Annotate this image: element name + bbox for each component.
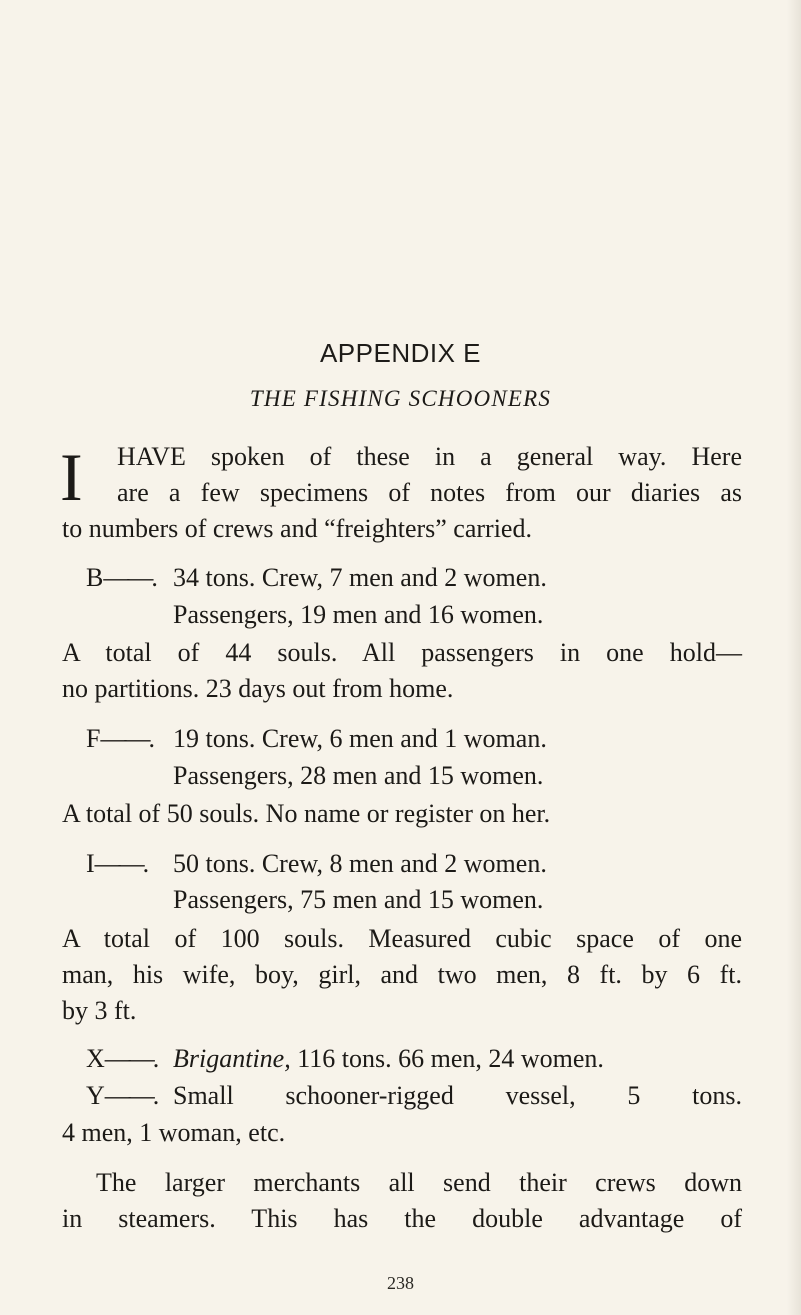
entry-b-dash: ——. — [103, 563, 156, 592]
closing-line-1: The larger merchants all send their crews down — [96, 1168, 742, 1197]
entry-x-line-1 — [173, 1044, 604, 1074]
entry-x-letter: X — [86, 1044, 105, 1073]
entry-f-letter: F — [86, 724, 101, 753]
entry-f-heading — [86, 724, 153, 754]
closing-line-2: in steamers. This has the double advantage of — [62, 1204, 742, 1233]
entry-y-dash: ——. — [104, 1081, 158, 1110]
entry-i-line-4: man, his wife, boy, girl, and two men, 8 ft. by 6 ft. — [62, 960, 742, 989]
entry-b-heading — [86, 563, 156, 593]
entry-x-vessel-type: Brigantine, — [173, 1044, 291, 1073]
entry-i-line-1: 50 tons. Crew, 8 men and 2 women. — [173, 849, 547, 878]
entry-f-line-2: Passengers, 28 men and 15 women. — [173, 761, 544, 790]
entry-x-details: 116 tons. 66 men, 24 women. — [297, 1044, 604, 1073]
entry-i-dash: ——. — [94, 849, 148, 878]
entry-i-line-5: by 3 ft. — [62, 996, 137, 1025]
entry-y-letter: Y — [86, 1081, 105, 1110]
entry-b-letter: B — [86, 563, 104, 592]
entry-f-line-3: A total of 50 souls. No name or register on her. — [62, 799, 551, 828]
entry-i-line-2: Passengers, 75 men and 15 women. — [173, 885, 544, 914]
entry-i-letter: I — [86, 849, 95, 878]
entry-f-dash: ——. — [100, 724, 153, 753]
entry-x-heading — [86, 1044, 157, 1074]
entry-b-line-4: no partitions. 23 days out from home. — [62, 674, 454, 703]
appendix-title: APPENDIX E — [319, 338, 482, 368]
entry-y-line-1: Small schooner-rigged vessel, 5 tons. — [173, 1081, 742, 1110]
entry-b-line-2: Passengers, 19 men and 16 women. — [173, 600, 544, 629]
entry-y-heading — [86, 1081, 157, 1111]
page-edge-shadow — [787, 0, 801, 1315]
intro-line-3: to numbers of crews and “freighters” carried. — [62, 514, 532, 543]
entry-f-line-1: 19 tons. Crew, 6 men and 1 woman. — [173, 724, 547, 753]
entry-b-line-3: A total of 44 souls. All passengers in one hold— — [62, 638, 742, 667]
entry-y-line-2: 4 men, 1 woman, etc. — [62, 1118, 286, 1147]
intro-line-2: are a few specimens of notes from our diaries as — [117, 478, 742, 507]
entry-b-line-1: 34 tons. Crew, 7 men and 2 women. — [173, 563, 547, 592]
intro-line-1: HAVE spoken of these in a general way. Here — [117, 442, 742, 471]
entry-i-line-3: A total of 100 souls. Measured cubic space of one — [62, 924, 742, 953]
drop-cap: I — [60, 439, 83, 515]
entry-x-dash: ——. — [104, 1044, 158, 1073]
entry-i-heading — [86, 849, 147, 879]
page-number: 238 — [387, 1273, 414, 1293]
chapter-title: THE FISHING SCHOONERS — [249, 386, 552, 411]
